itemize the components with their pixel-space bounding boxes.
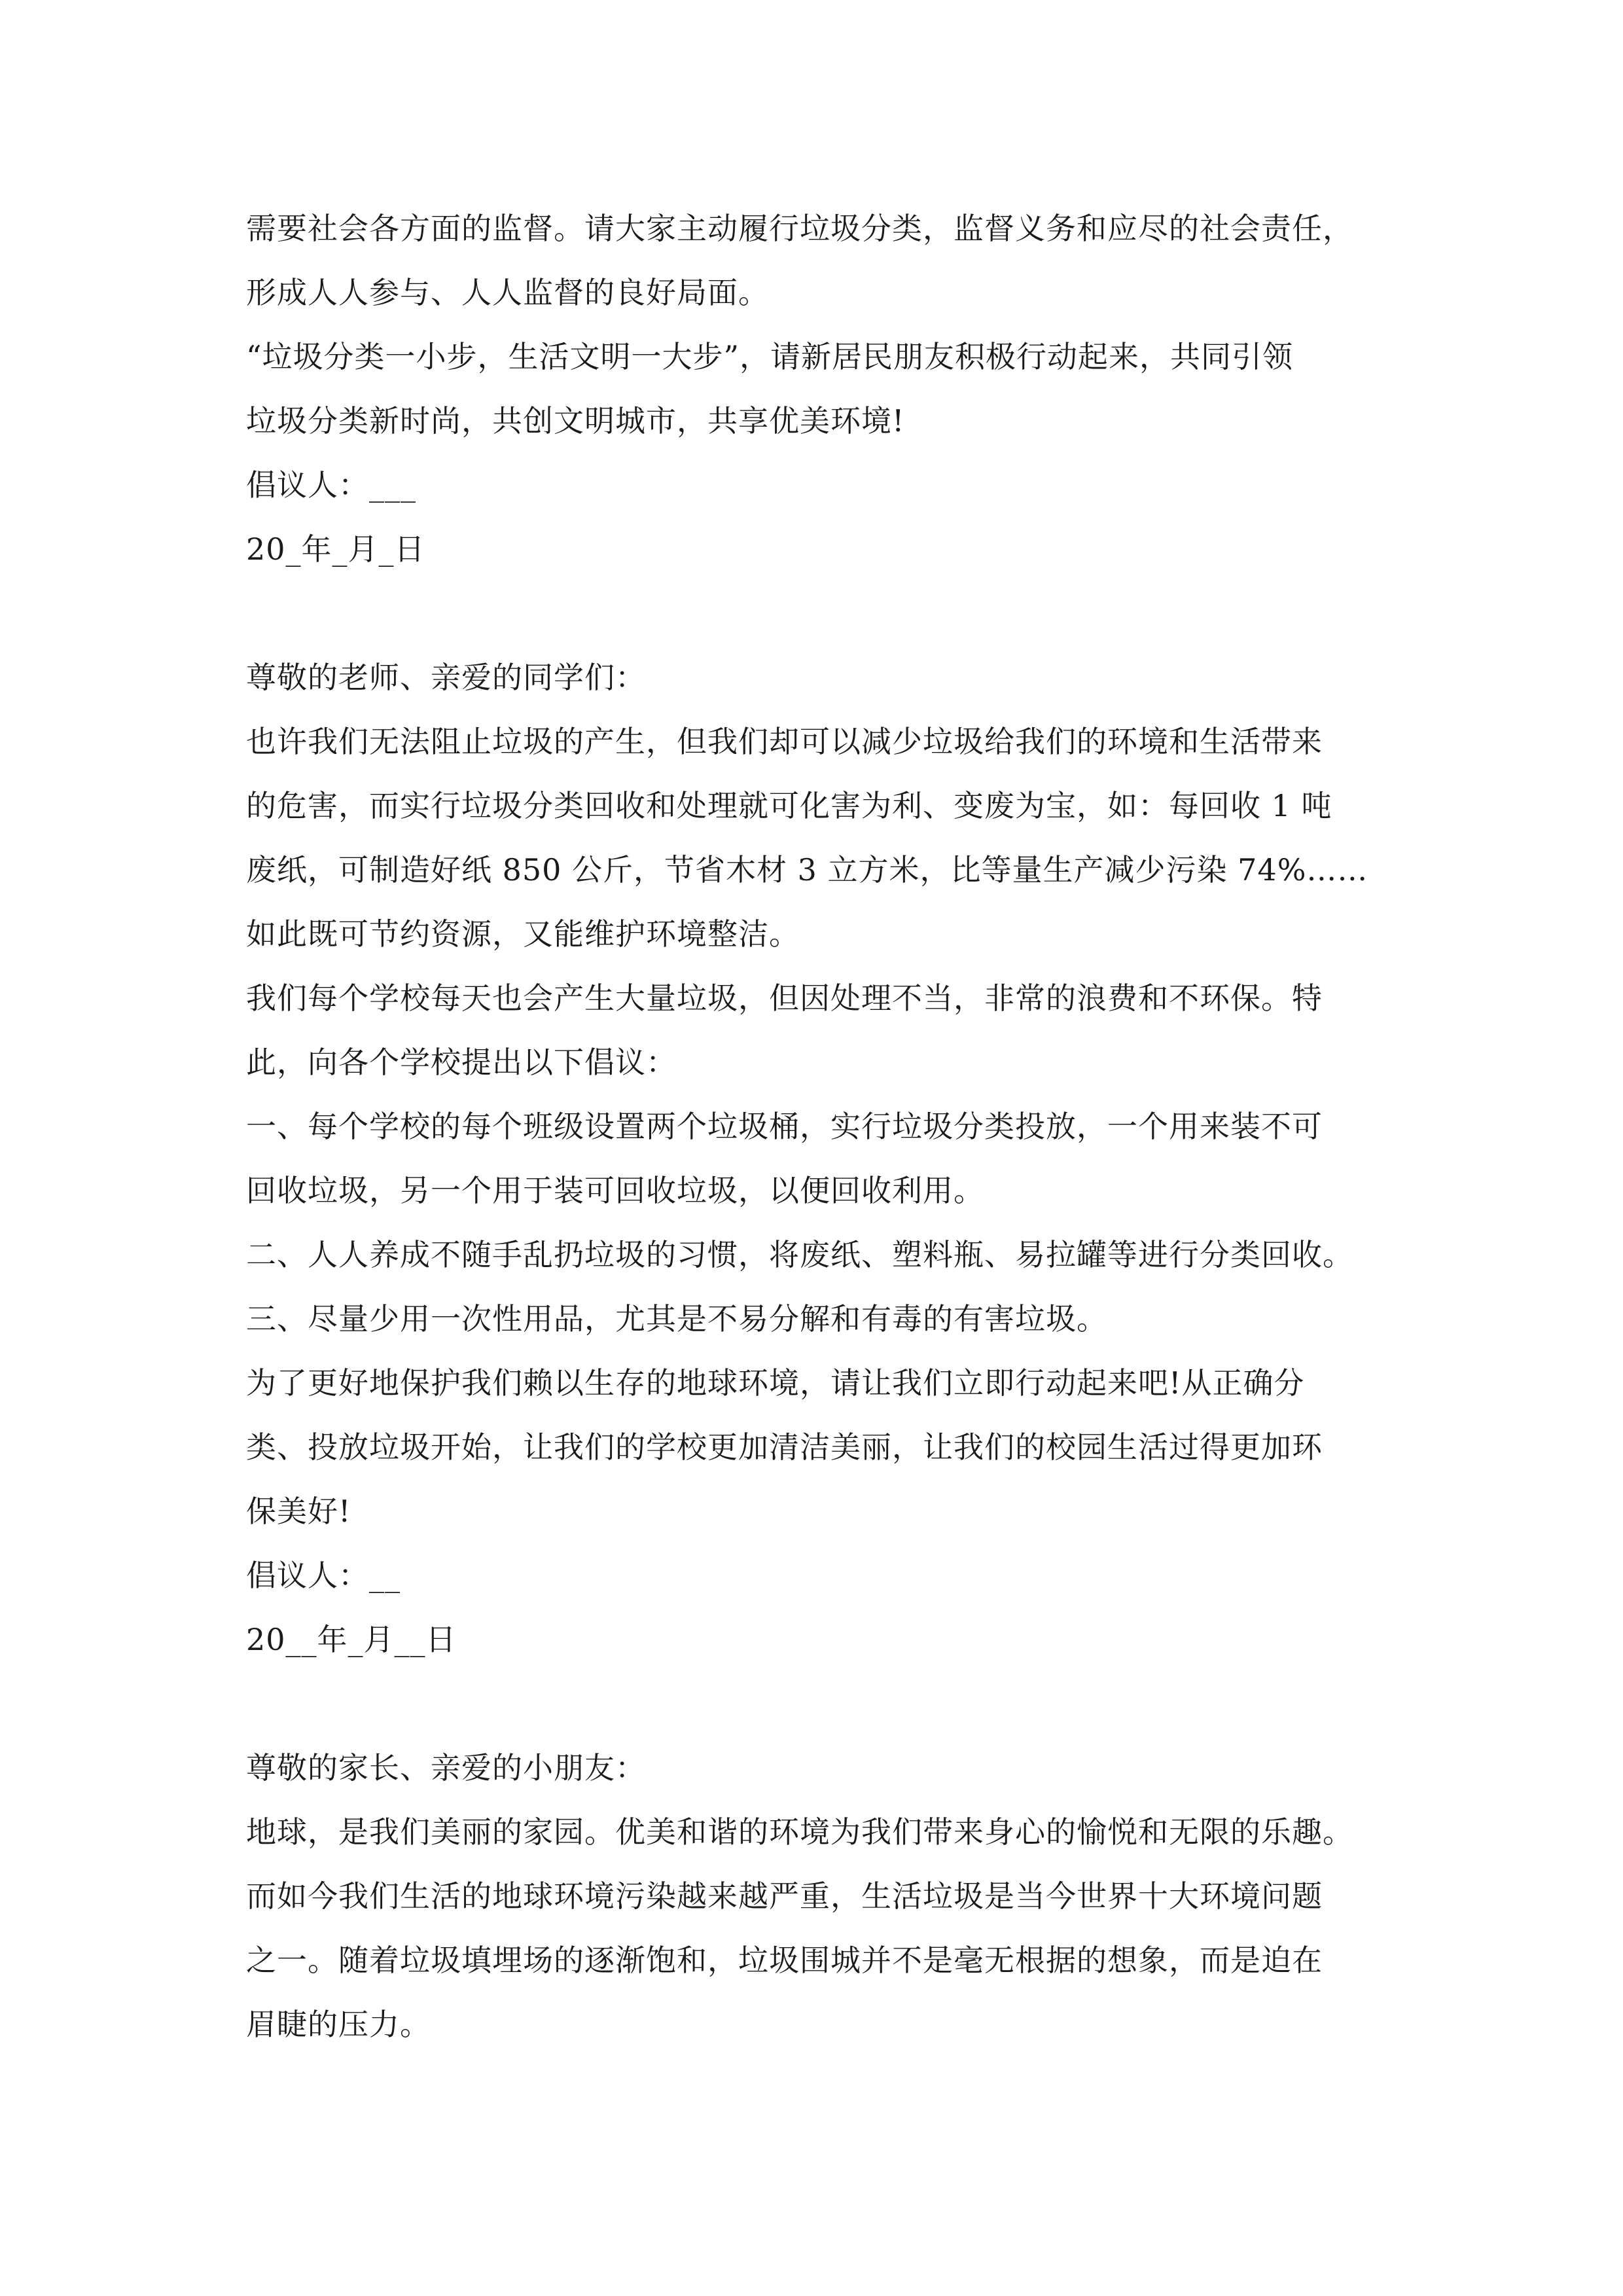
text-line: 我们每个学校每天也会产生大量垃圾，但因处理不当，非常的浪费和不环保。特: [246, 980, 1323, 1016]
text-line: 废纸，可制造好纸 850 公斤，节省木材 3 立方米，比等量生产减少污染 74%……: [246, 852, 1368, 888]
text-line: 此，向各个学校提出以下倡议：: [246, 1045, 677, 1080]
signatory-line: 倡议人：___: [246, 467, 416, 503]
text-line: 而如今我们生活的地球环境污染越来越严重，生活垃圾是当今世界十大环境问题: [246, 1878, 1323, 1914]
text-line: 形成人人参与、人人监督的良好局面。: [246, 275, 769, 310]
section-2: [246, 645, 1385, 1672]
document-page: [246, 196, 1385, 2056]
text-line: 保美好!: [246, 1494, 351, 1529]
text-line: “垃圾分类一小步，生活文明一大步”，请新居民朋友积极行动起来，共同引领: [246, 339, 1294, 374]
signatory-line: 倡议人：__: [246, 1558, 401, 1593]
text-line: 垃圾分类新时尚，共创文明城市，共享优美环境!: [246, 403, 905, 439]
text-line: 眉睫的压力。: [246, 2007, 431, 2042]
section-3: [246, 1736, 1385, 2056]
text-line: 之一。随着垃圾填埋场的逐渐饱和，垃圾围城并不是毫无根据的想象，而是迫在: [246, 1943, 1323, 1978]
text-line: 地球，是我们美丽的家园。优美和谐的环境为我们带来身心的愉悦和无限的乐趣。: [246, 1814, 1353, 1850]
section-1: [246, 196, 1385, 581]
text-line: 需要社会各方面的监督。请大家主动履行垃圾分类，监督义务和应尽的社会责任，: [246, 211, 1353, 246]
text-line: 类、投放垃圾开始，让我们的学校更加清洁美丽，让我们的校园生活过得更加环: [246, 1429, 1323, 1465]
text-line: 也许我们无法阻止垃圾的产生，但我们却可以减少垃圾给我们的环境和生活带来: [246, 724, 1323, 759]
text-line: 如此既可节约资源，又能维护环境整洁。: [246, 916, 800, 952]
salutation-line: 尊敬的家长、亲爱的小朋友：: [246, 1750, 646, 1785]
text-line: 一、每个学校的每个班级设置两个垃圾桶，实行垃圾分类投放，一个用来装不可: [246, 1109, 1323, 1144]
salutation-line: 尊敬的老师、亲爱的同学们：: [246, 660, 646, 695]
text-line: 三、尽量少用一次性用品，尤其是不易分解和有毒的有害垃圾。: [246, 1301, 1107, 1336]
date-line: 20__年_月__日: [246, 1622, 457, 1657]
section-gap: [246, 581, 1385, 645]
date-line: 20_年_月_日: [246, 531, 425, 567]
text-line: 为了更好地保护我们赖以生存的地球环境，请让我们立即行动起来吧!从正确分: [246, 1365, 1305, 1401]
text-line: 二、人人养成不随手乱扔垃圾的习惯，将废纸、塑料瓶、易拉罐等进行分类回收。: [246, 1237, 1353, 1272]
text-line: 的危害，而实行垃圾分类回收和处理就可化害为利、变废为宝，如：每回收 1 吨: [246, 788, 1332, 823]
text-line: 回收垃圾，另一个用于装可回收垃圾，以便回收利用。: [246, 1173, 984, 1208]
section-gap: [246, 1672, 1385, 1736]
